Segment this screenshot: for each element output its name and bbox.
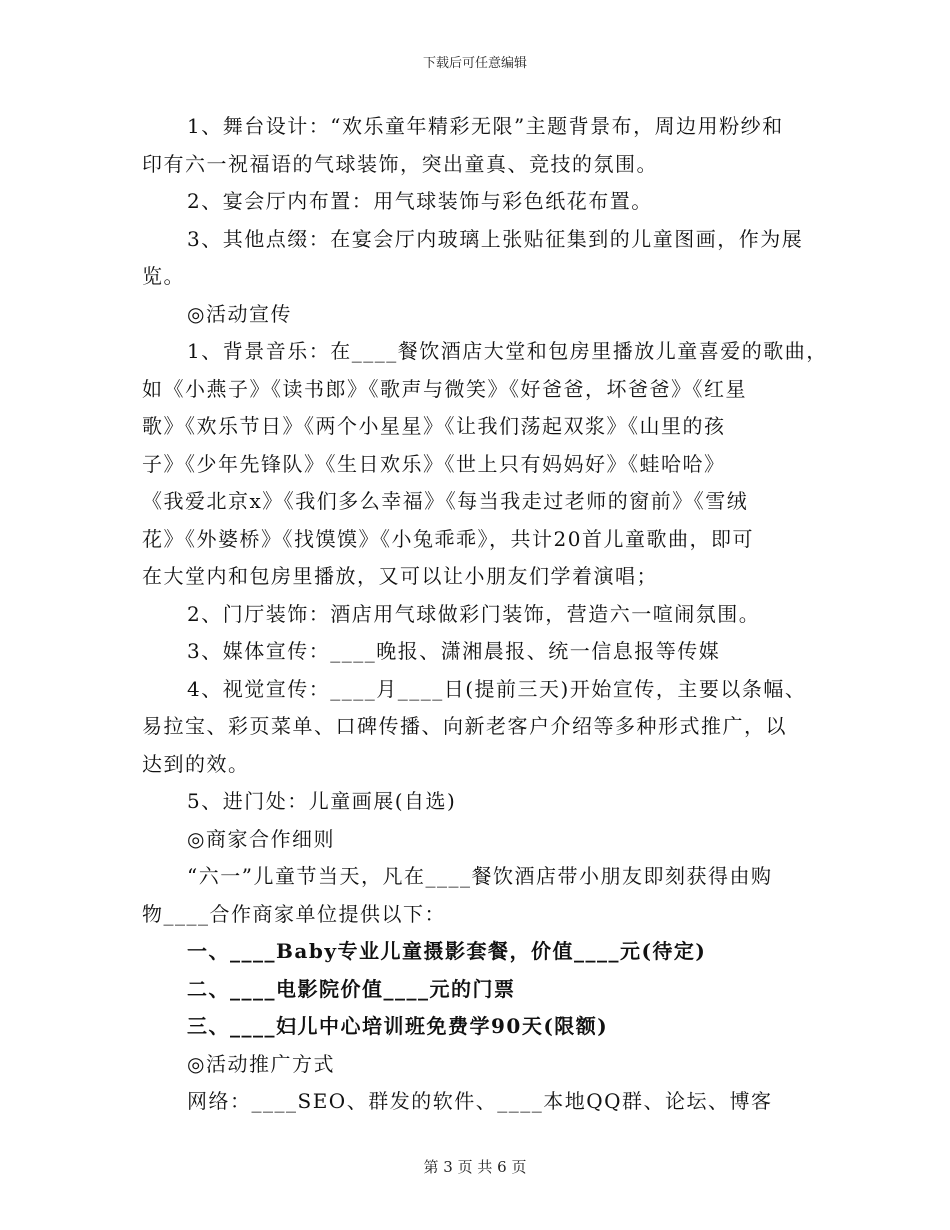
document-body [142,108,828,1121]
text-line: 易拉宝、彩页菜单、口碑传播、向新老客户介绍等多种形式推广，以 [142,714,787,738]
page-header: 下载后可任意编辑 [422,56,527,71]
page-footer: 第 3 页 共 6 页 [423,1158,527,1176]
text-line: 5、进门处：儿童画展(自选) [187,789,457,813]
text-line: 1、背景音乐：在____餐饮酒店大堂和包房里播放儿童喜爱的歌曲， [187,339,828,363]
text-line: “六一”儿童节当天，凡在____餐饮酒店带小朋友即刻获得由购 [187,864,773,888]
text-line: ◎活动宣传 [187,301,292,326]
text-line: 3、其他点缀：在宴会厅内玻璃上张贴征集到的儿童图画，作为展 [187,226,804,251]
text-line: 达到的效。 [142,751,250,776]
text-line: 一、____Baby专业儿童摄影套餐，价值____元(待定) [187,939,707,963]
text-line: 三、____妇儿中心培训班免费学90天(限额) [187,1014,609,1038]
text-line: ◎活动推广方式 [187,1051,335,1076]
text-line: 二、____电影院价值____元的门票 [187,976,516,1001]
text-line: 2、宴会厅内布置：用气球装饰与彩色纸花布置。 [187,189,653,213]
text-line: 子》《少年先锋队》《生日欢乐》《世上只有妈妈好》《蛙哈哈》 [142,451,726,476]
text-line: 花》《外婆桥》《找馍馍》《小兔乖乖》，共计20首儿童歌曲，即可 [142,526,754,551]
text-line: 印有六一祝福语的气球装饰，突出童真、竞技的氛围。 [142,151,658,176]
text-line: 歌》《欢乐节日》《两个小星星》《让我们荡起双浆》《山里的孩 [142,414,726,438]
text-line: 在大堂内和包房里播放，又可以让小朋友们学着演唱； [142,564,658,588]
text-line: 3、媒体宣传：____晚报、潇湘晨报、统一信息报等传媒 [187,639,721,663]
text-line: 《我爱北京x》《我们多么幸福》《每当我走过老师的窗前》《雪绒 [142,489,749,513]
text-line: 4、视觉宣传：____月____日(提前三天)开始宣传，主要以条幅、 [187,676,807,701]
text-line: 1、舞台设计：“欢乐童年精彩无限”主题背景布，周边用粉纱和 [187,114,784,138]
text-line: 如《小燕子》《读书郎》《歌声与微笑》《好爸爸，坏爸爸》《红星 [142,376,747,401]
text-line: 2、门厅装饰：酒店用气球做彩门装饰，营造六一喧闹氛围。 [187,601,761,626]
text-line: 物____合作商家单位提供以下： [142,901,446,926]
text-line: 网络：____SEO、群发的软件、____本地QQ群、论坛、博客 [187,1089,773,1113]
text-line: 览。 [142,264,185,288]
text-line: ◎商家合作细则 [187,826,335,851]
